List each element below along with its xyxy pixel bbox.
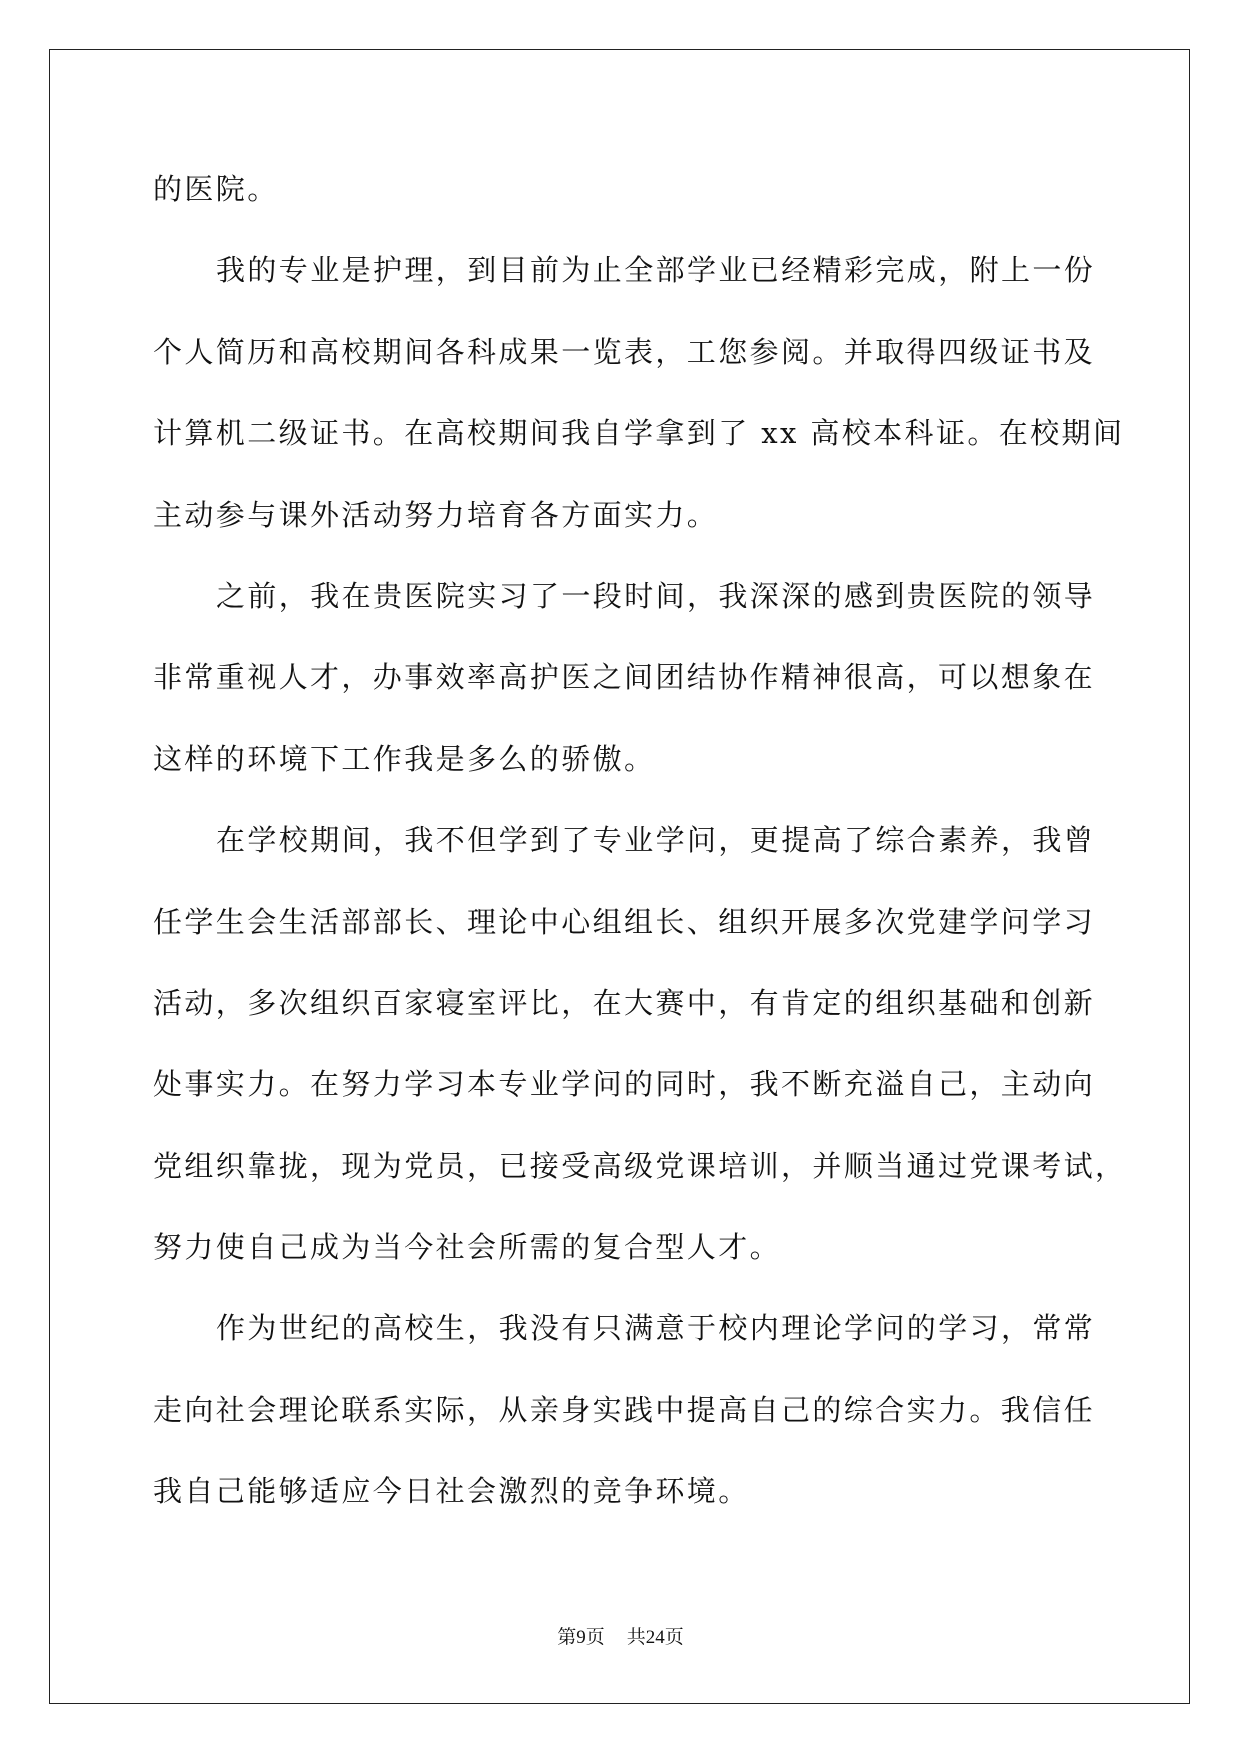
paragraph-line: 我自己能够适应今日社会激烈的竞争环境。: [153, 1474, 750, 1509]
document-body: [153, 149, 1173, 1533]
paragraph-line: 走向社会理论联系实际，从亲身实践中提高自己的综合实力。我信任: [153, 1392, 1096, 1427]
paragraph-line: 努力使自己成为当今社会所需的复合型人才。: [153, 1230, 782, 1265]
paragraph-line: 党组织靠拢，现为党员，已接受高级党课培训，并顺当通过党课考试，: [153, 1148, 1127, 1183]
paragraph-line: 之前，我在贵医院实习了一段时间，我深深的感到贵医院的领导: [216, 578, 1096, 613]
paragraph-line: 主动参与课外活动努力培育各方面实力。: [153, 497, 719, 532]
paragraph-line: 作为世纪的高校生，我没有只满意于校内理论学问的学习，常常: [216, 1311, 1096, 1346]
paragraph-line: 的医院。: [153, 172, 279, 206]
page-footer: [0, 1625, 1241, 1651]
paragraph-line: 个人简历和高校期间各科成果一览表，工您参阅。并取得四级证书及: [153, 334, 1096, 369]
current-page-number: 第9页: [557, 1627, 605, 1648]
paragraph-line: 任学生会生活部部长、理论中心组组长、组织开展多次党建学问学习: [153, 904, 1096, 939]
paragraph-line: 这样的环境下工作我是多么的骄傲。: [153, 741, 656, 776]
paragraph-line: 我的专业是护理，到目前为止全部学业已经精彩完成，附上一份: [216, 253, 1096, 288]
paragraph-line: 活动，多次组织百家寝室评比，在大赛中，有肯定的组织基础和创新: [153, 985, 1096, 1020]
paragraph-line: 在学校期间，我不但学到了专业学问，更提高了综合素养，我曾: [216, 823, 1096, 858]
paragraph-line: 计算机二级证书。在高校期间我自学拿到了 xx 高校本科证。在校期间: [153, 416, 1125, 451]
paragraph-line: 处事实力。在努力学习本专业学问的同时，我不断充溢自己，主动向: [153, 1067, 1096, 1102]
total-page-count: 共24页: [626, 1627, 684, 1648]
paragraph-line: 非常重视人才，办事效率高护医之间团结协作精神很高，可以想象在: [153, 660, 1096, 695]
